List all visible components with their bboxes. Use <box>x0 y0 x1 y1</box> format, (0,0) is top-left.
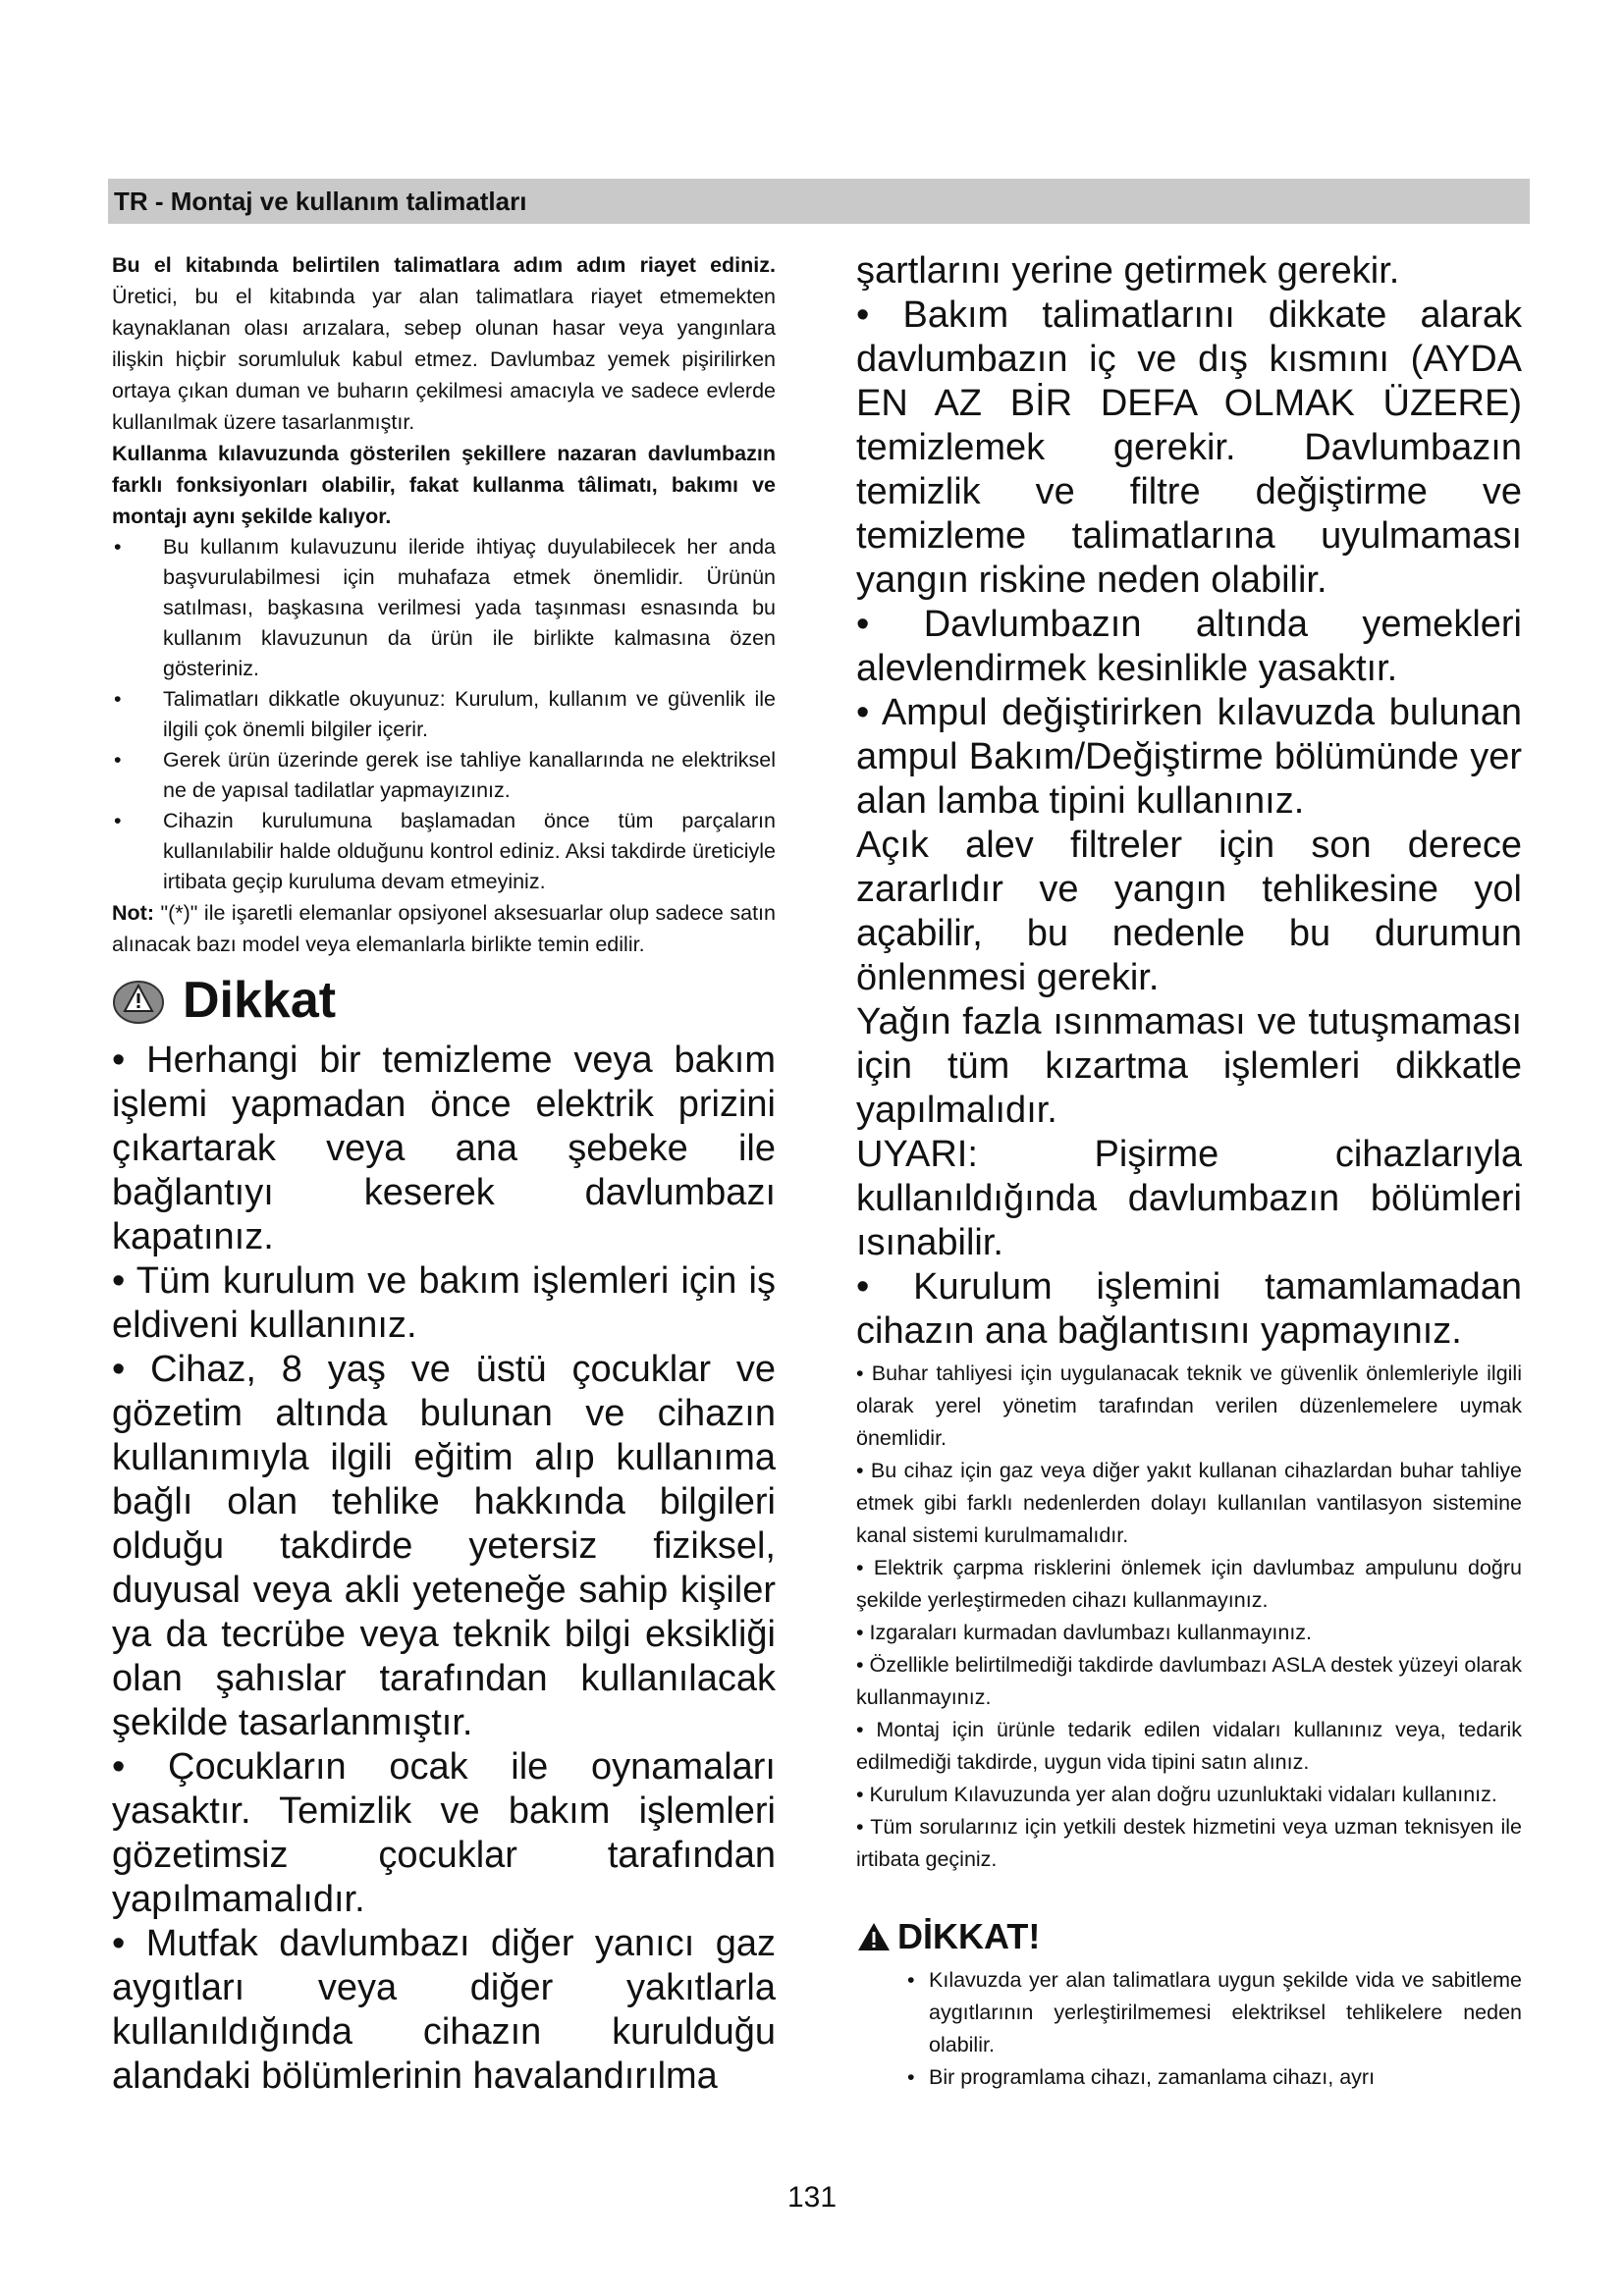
intro-bullet-list <box>112 532 776 897</box>
continued-paragraph: şartlarını yerine getirmek gerekir. <box>856 250 1400 292</box>
list-item: • Bu cihaz için gaz veya diğer yakıt kullanan cihazlardan buhar tahliye etmek gibi farklı nedenlerden dolayı kullanılan vantilasyon sistemine kanal sistemi kurulmamalıdır. <box>856 1459 1522 1547</box>
list-item: • Bir programlama cihazı, zamanlama cihazı, ayrı <box>907 2061 1522 2094</box>
flame-paragraph: • Davlumbazın altında yemekleri alevlendirmek kesinlikle yasaktır. <box>856 604 1522 689</box>
left-column <box>112 249 776 2099</box>
attention-icon <box>112 974 165 1027</box>
intro-text: Üretici, bu el kitabında yar alan talimatlara riayet etmemekten kaynaklanan olası arızalara, sebep olunan hasar veya yangınlara ilişkin hiçbir sorumluluk kabul etmez. Davlumbaz yemek pişirilirken ortaya çıkan duman ve buharın çekilmesi amacıyla ve sadece evlerde kullanılmak üzere tasarlanmıştır. <box>112 285 776 434</box>
list-item: • Kurulum Kılavuzunda yer alan doğru uzunluktaki vidaları kullanınız. <box>856 1783 1497 1806</box>
section-header: TR - Montaj ve kullanım talimatları <box>108 179 1530 224</box>
list-item: • Özellikle belirtilmediği takdirde davlumbazı ASLA destek yüzeyi olarak kullanmayınız. <box>856 1653 1522 1709</box>
note-label: Not: <box>112 901 154 925</box>
list-item: • Gerek ürün üzerinde gerek ise tahliye kanallarında ne elektriksel ne de yapısal tadilatlar yapmayızınız. <box>112 745 776 806</box>
uyari-paragraph: UYARI: Pişirme cihazlarıyla kullanıldığında davlumbazın bölümleri ısınabilir. <box>856 1134 1522 1263</box>
right-column <box>856 249 1522 2094</box>
list-item: • Bu kullanım kulavuzunu ileride ihtiyaç duyulabilecek her anda başvurulabilmesi için muhafaza etmek önemlidir. Ürünün satılması, başkasına verilmesi yada taşınması esnasında bu kullanım klavuzunun da ürün ile birlikte kalmasına özen gösteriniz. <box>112 532 776 684</box>
oil-paragraph: Yağın fazla ısınmaması ve tutuşmaması için tüm kızartma işlemleri dikkatle yapılmalıdır. <box>856 1001 1522 1131</box>
intro-bold: Bu el kitabında belirtilen talimatlara adım adım riayet ediniz. <box>112 253 776 277</box>
dikkat-title: Dikkat <box>183 972 337 1029</box>
dikkat-paragraph: • Tüm kurulum ve bakım işlemleri için iş eldiveni kullanınız. <box>112 1260 776 1346</box>
open-flame-paragraph: Açık alev filtreler için son derece zararlıdır ve yangın tehlikesine yol açabilir, bu nedenle bu durumun önlenmesi gerekir. <box>856 825 1522 998</box>
note-paragraph <box>112 897 776 960</box>
installation-paragraph: • Kurulum işlemini tamamlamadan cihazın ana bağlantısını yapmayınız. <box>856 1266 1522 1352</box>
list-item: • Buhar tahliyesi için uygulanacak teknik ve güvenlik önlemleriyle ilgili olarak yerel yönetim tarafından verilen düzenlemelere uymak önemlidir. <box>856 1362 1522 1450</box>
warning-triangle-icon <box>856 1921 892 1952</box>
list-item: • Talimatları dikkatle okuyunuz: Kurulum, kullanım ve güvenlik ile ilgili çok önemli bilgiler içerir. <box>112 684 776 745</box>
bold-paragraph: Kullanma kılavuzunda gösterilen şekillere nazaran davlumbazın farklı fonksiyonları olabilir, fakat kullanma tâlimatı, bakımı ve montajı aynı şekilde kalıyor. <box>112 442 776 528</box>
list-item: • Montaj için ürünle tedarik edilen vidaları kullanınız veya, tedarik edilmediği takdirde, uygun vida tipini satın alınız. <box>856 1718 1522 1774</box>
dikkat-paragraph: • Herhangi bir temizleme veya bakım işlemi yapmadan önce elektrik prizini çıkartarak veya ana şebeke ile bağlantıyı keserek davlumbazı kapatınız. <box>112 1040 776 1257</box>
note-text: "(*)" ile işaretli elemanlar opsiyonel aksesuarlar olup sadece satın alınacak bazı model veya elemanlarla birlikte temin edilir. <box>112 901 776 956</box>
list-item: • Elektrik çarpma risklerini önlemek için davlumbaz ampulunu doğru şekilde yerleştirmeden cihazı kullanmayınız. <box>856 1556 1522 1612</box>
warning-list <box>856 1964 1522 2094</box>
safety-list <box>856 1358 1522 1876</box>
list-item: • Tüm sorularınız için yetkili destek hizmetini veya uzman teknisyen ile irtibata geçiniz. <box>856 1815 1522 1871</box>
maintenance-paragraph: • Bakım talimatlarını dikkate alarak davlumbazın iç ve dış kısmını (AYDA EN AZ BİR DEFA OLMAK ÜZERE) temizlemek gerekir. Davlumbazın temizlik ve filtre değiştirme ve temizleme talimatlarına uyulmaması yangın riskine neden olabilir. <box>856 294 1522 601</box>
page-number: 131 <box>786 2181 838 2214</box>
dikkat-heading <box>112 970 776 1031</box>
dikkat-paragraph: • Mutfak davlumbazı diğer yanıcı gaz aygıtları veya diğer yakıtlarla kullanıldığında cihazın kurulduğu alandaki bölümlerinin havalandırılma <box>112 1923 776 2097</box>
lamp-paragraph: • Ampul değiştirirken kılavuzda bulunan ampul Bakım/Değiştirme bölümünde yer alan lamba tipini kullanınız. <box>856 692 1522 822</box>
dikkat-paragraph: • Çocukların ocak ile oynamaları yasaktır. Temizlik ve bakım işlemleri gözetimsiz çocuklar tarafından yapılmamalıdır. <box>112 1746 776 1920</box>
intro-paragraph <box>112 249 776 438</box>
list-item: • Izgaraları kurmadan davlumbazı kullanmayınız. <box>856 1621 1313 1644</box>
warning-title: DİKKAT! <box>897 1916 1041 1956</box>
list-item: • Cihazin kurulumuna başlamadan önce tüm parçaların kullanılabilir halde olduğunu kontrol ediniz. Aksi takdirde üreticiyle irtibata geçip kuruluma devam etmeyiniz. <box>112 806 776 897</box>
warning-heading <box>856 1915 1522 1958</box>
list-item: • Kılavuzda yer alan talimatlara uygun şekilde vida ve sabitleme aygıtlarının yerleştirilmemesi elektriksel tehlikelere neden olabilir. <box>907 1964 1522 2061</box>
dikkat-paragraph: • Cihaz, 8 yaş ve üstü çocuklar ve gözetim altında bulunan ve cihazın kullanımıyla ilgili eğitim alıp kullanıma bağlı olan tehlike hakkında bilgileri olduğu takdirde yetersiz fiziksel, duyusal veya akli yeteneğe sahip kişiler ya da tecrübe veya teknik bilgi eksikliği olan şahıslar tarafından kullanılacak şekilde tasarlanmıştır. <box>112 1349 776 1743</box>
